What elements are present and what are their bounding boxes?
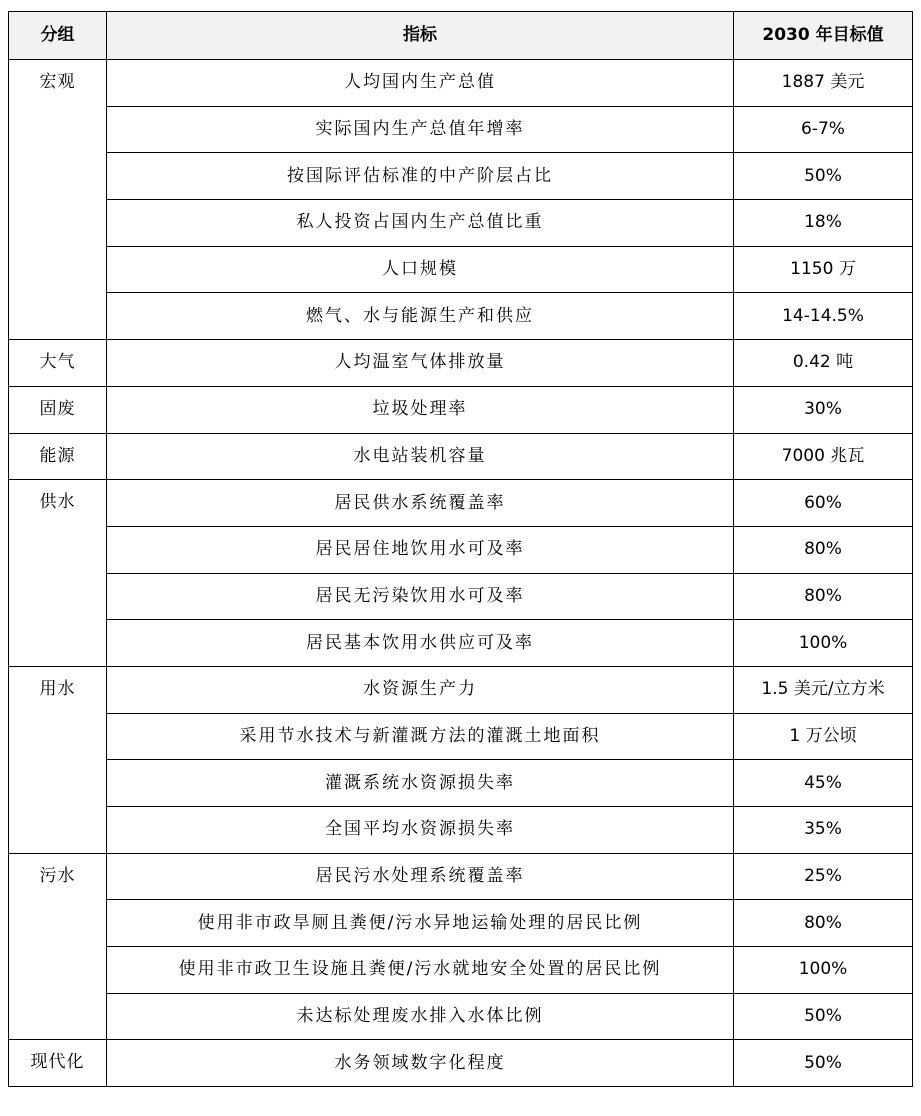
target-value-cell: 18%	[734, 200, 913, 247]
target-value-cell: 50%	[734, 153, 913, 200]
indicator-cell: 居民污水处理系统覆盖率	[107, 853, 734, 900]
target-value-cell: 1887 美元	[734, 60, 913, 107]
target-value-cell: 80%	[734, 526, 913, 573]
table-row	[9, 807, 913, 854]
indicator-cell: 实际国内生产总值年增率	[107, 106, 734, 153]
table-row	[9, 620, 913, 667]
group-cell: 大气	[9, 340, 107, 387]
table-row	[9, 760, 913, 807]
indicator-cell: 采用节水技术与新灌溉方法的灌溉土地面积	[107, 713, 734, 760]
target-value-cell: 80%	[734, 900, 913, 947]
group-cell: 用水	[9, 666, 107, 853]
indicator-cell: 全国平均水资源损失率	[107, 807, 734, 854]
target-value-cell: 7000 兆瓦	[734, 433, 913, 480]
table-body	[9, 60, 913, 1087]
header-group: 分组	[9, 12, 107, 60]
table-row	[9, 153, 913, 200]
indicator-cell: 使用非市政卫生设施且粪便/污水就地安全处置的居民比例	[107, 947, 734, 994]
table-row	[9, 1040, 913, 1087]
target-value-cell: 100%	[734, 620, 913, 667]
indicator-cell: 居民供水系统覆盖率	[107, 480, 734, 527]
target-value-cell: 50%	[734, 1040, 913, 1087]
table-row	[9, 386, 913, 433]
indicator-cell: 居民无污染饮用水可及率	[107, 573, 734, 620]
indicator-cell: 未达标处理废水排入水体比例	[107, 993, 734, 1040]
table-header-row	[9, 12, 913, 60]
indicator-cell: 人口规模	[107, 246, 734, 293]
header-target: 2030 年目标值	[734, 12, 913, 60]
table-row	[9, 200, 913, 247]
indicator-cell: 水务领域数字化程度	[107, 1040, 734, 1087]
target-value-cell: 25%	[734, 853, 913, 900]
group-cell: 污水	[9, 853, 107, 1040]
indicator-cell: 人均温室气体排放量	[107, 340, 734, 387]
group-cell: 现代化	[9, 1040, 107, 1087]
target-value-cell: 60%	[734, 480, 913, 527]
table-row	[9, 293, 913, 340]
table-row	[9, 853, 913, 900]
target-value-cell: 100%	[734, 947, 913, 994]
table-row	[9, 993, 913, 1040]
target-value-cell: 6-7%	[734, 106, 913, 153]
table-row	[9, 947, 913, 994]
target-value-cell: 1 万公顷	[734, 713, 913, 760]
target-value-cell: 80%	[734, 573, 913, 620]
target-value-cell: 30%	[734, 386, 913, 433]
indicator-cell: 私人投资占国内生产总值比重	[107, 200, 734, 247]
targets-table-container	[8, 11, 913, 1087]
indicator-cell: 水资源生产力	[107, 666, 734, 713]
indicator-cell: 人均国内生产总值	[107, 60, 734, 107]
indicator-cell: 居民基本饮用水供应可及率	[107, 620, 734, 667]
table-row	[9, 666, 913, 713]
group-cell: 供水	[9, 480, 107, 667]
table-row	[9, 106, 913, 153]
table-row	[9, 340, 913, 387]
target-value-cell: 1.5 美元/立方米	[734, 666, 913, 713]
table-row	[9, 246, 913, 293]
group-cell: 宏观	[9, 60, 107, 340]
target-value-cell: 1150 万	[734, 246, 913, 293]
group-cell: 能源	[9, 433, 107, 480]
table-row	[9, 573, 913, 620]
header-indicator: 指标	[107, 12, 734, 60]
indicator-cell: 燃气、水与能源生产和供应	[107, 293, 734, 340]
group-cell: 固废	[9, 386, 107, 433]
table-row	[9, 480, 913, 527]
target-value-cell: 14-14.5%	[734, 293, 913, 340]
table-row	[9, 713, 913, 760]
table-row	[9, 900, 913, 947]
table-row	[9, 433, 913, 480]
target-value-cell: 50%	[734, 993, 913, 1040]
indicator-cell: 居民居住地饮用水可及率	[107, 526, 734, 573]
table-row	[9, 526, 913, 573]
indicator-cell: 水电站装机容量	[107, 433, 734, 480]
indicator-cell: 按国际评估标准的中产阶层占比	[107, 153, 734, 200]
indicator-cell: 使用非市政旱厕且粪便/污水异地运输处理的居民比例	[107, 900, 734, 947]
indicator-cell: 灌溉系统水资源损失率	[107, 760, 734, 807]
table-row	[9, 60, 913, 107]
target-value-cell: 35%	[734, 807, 913, 854]
indicator-cell: 垃圾处理率	[107, 386, 734, 433]
targets-table	[8, 11, 913, 1087]
target-value-cell: 0.42 吨	[734, 340, 913, 387]
target-value-cell: 45%	[734, 760, 913, 807]
